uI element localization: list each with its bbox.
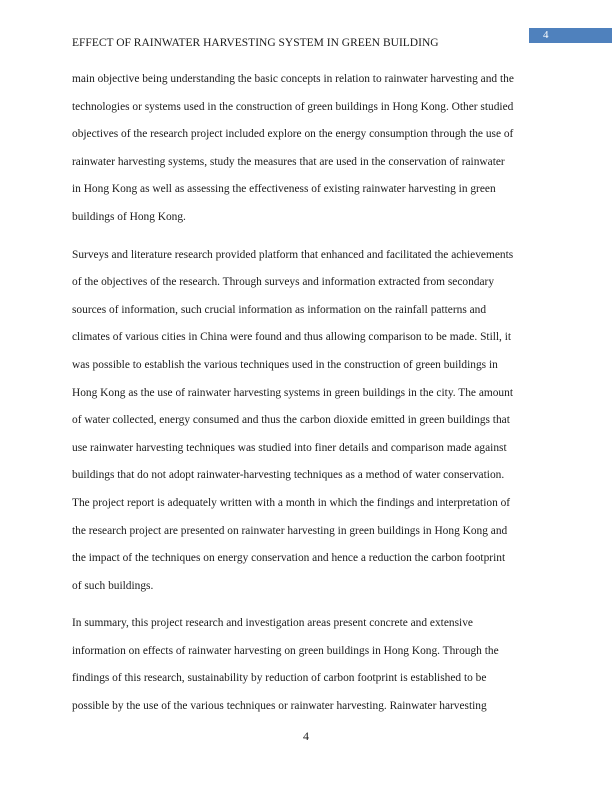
text-line: climates of various cities in China were found and thus allowing comparison to be made. Still, it <box>72 331 512 344</box>
text-line: possible by the use of the various techniques or rainwater harvesting. Rainwater harvesting <box>72 700 487 713</box>
text-line: sources of information, such crucial information as information on the rainfall patterns and <box>72 303 487 316</box>
text-line: findings of this research, sustainability by reduction of carbon footprint is established to be <box>72 672 487 685</box>
text-line: was possible to establish the various techniques used in the construction of green buildings in <box>72 358 498 371</box>
text-line: the impact of the techniques on energy conservation and hence a reduction the carbon footprint <box>72 552 506 565</box>
paragraph <box>72 66 542 232</box>
text-line: Hong Kong as the use of rainwater harvesting systems in green buildings in the city. The amount <box>72 386 513 399</box>
text-line: information on effects of rainwater harvesting on green buildings in Hong Kong. Through the <box>72 644 499 657</box>
text-line: buildings that do not adopt rainwater-harvesting techniques as a method of water conservation. <box>72 469 505 482</box>
footer-page-number: 4 <box>303 729 309 743</box>
running-head: EFFECT OF RAINWATER HARVESTING SYSTEM IN GREEN BUILDING <box>72 37 439 49</box>
text-line: technologies or systems used in the construction of green buildings in Hong Kong. Other studied <box>72 100 514 113</box>
text-line: of water collected, energy consumed and thus the carbon dioxide emitted in green buildings that <box>72 414 510 427</box>
text-line: rainwater harvesting systems, study the measures that are used in the conservation of rainwater <box>72 155 505 168</box>
text-line: in Hong Kong as well as assessing the effectiveness of existing rainwater harvesting in green <box>72 183 496 196</box>
text-line: of the objectives of the research. Through surveys and information extracted from secondary <box>72 276 495 289</box>
text-line: buildings of Hong Kong. <box>72 210 186 223</box>
text-line: of such buildings. <box>72 579 154 592</box>
text-line: use rainwater harvesting techniques was studied into finer details and comparison made against <box>72 441 507 454</box>
text-line: The project report is adequately written with a month in which the findings and interpretation of <box>72 496 511 509</box>
text-line: the research project are presented on rainwater harvesting in green buildings in Hong Kong and <box>72 524 508 537</box>
text-line: In summary, this project research and investigation areas present concrete and extensive <box>72 617 473 630</box>
page-number-tab: 4 <box>529 28 612 43</box>
paragraph <box>72 610 542 720</box>
text-line: objectives of the research project included explore on the energy consumption through the use of <box>72 128 514 141</box>
text-line: main objective being understanding the basic concepts in relation to rainwater harvesting and the <box>72 73 514 85</box>
text-line: Surveys and literature research provided platform that enhanced and facilitated the achievements <box>72 248 514 261</box>
paragraph <box>72 242 542 601</box>
document-body <box>72 66 542 731</box>
